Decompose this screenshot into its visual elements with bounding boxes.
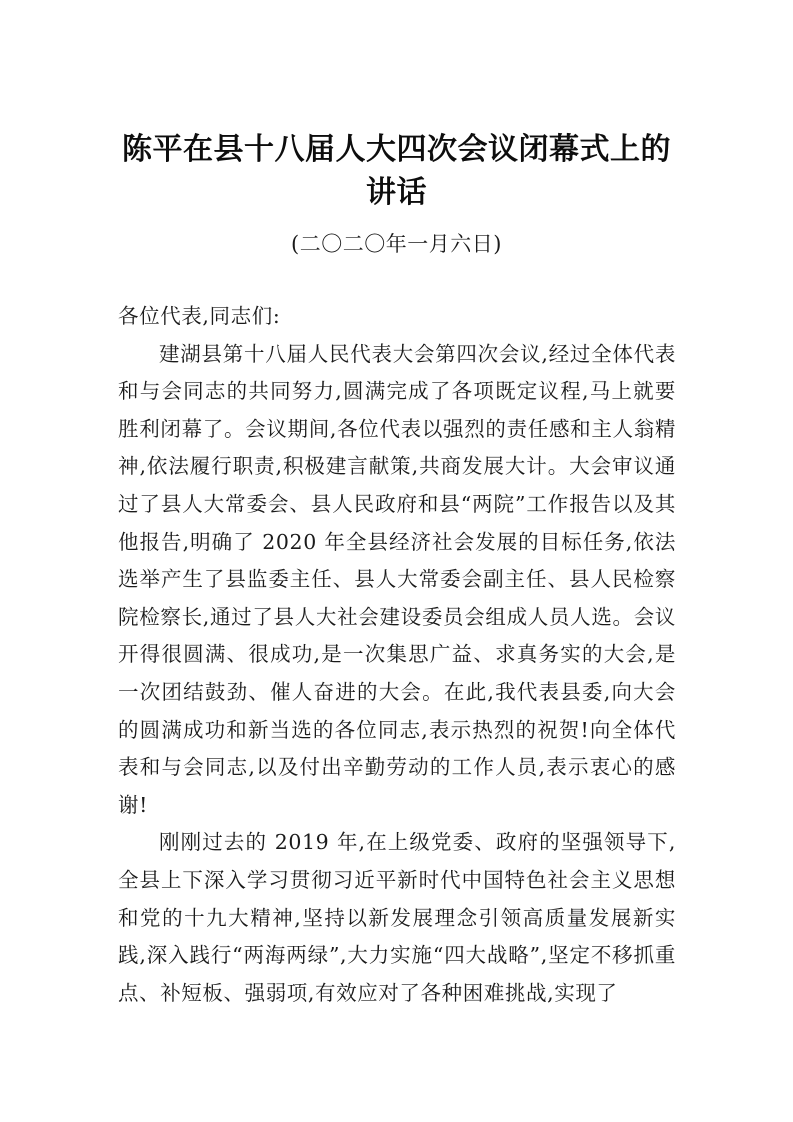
document-body xyxy=(118,298,676,1012)
page-title-line-1: 陈平在县十八届人大四次会议闭幕式上的 xyxy=(122,133,671,166)
page-title-line-2: 讲话 xyxy=(366,176,427,209)
salutation: 各位代表,同志们: xyxy=(118,304,281,328)
document-date: (二〇二〇年一月六日) xyxy=(291,232,502,256)
body-paragraph-2: 刚刚过去的 2019 年,在上级党委、政府的坚强领导下,全县上下深入学习贯彻习近平新时代中国特色社会主义思想和党的十九大精神,坚持以新发展理念引领高质量发展新实践,深入践行“两海两绿”,大力实施“四大战略”,坚定不移抓重点、补短板、强弱项,有效应对了各种困难挑战,实现了 xyxy=(118,830,676,1005)
title-block xyxy=(118,128,675,260)
page-title xyxy=(118,128,675,214)
body-paragraph-1: 建湖县第十八届人民代表大会第四次会议,经过全体代表和与会同志的共同努力,圆满完成了各项既定议程,马上就要胜利闭幕了。会议期间,各位代表以强烈的责任感和主人翁精神,依法履行职责,积极建言献策,共商发展大计。大会审议通过了县人大常委会、县人民政府和县“两院”工作报告以及其他报告,明确了 2020 年全县经济社会发展的目标任务,依法选举产生了县监委主任、县人大常委会副主任、县人民检察院检察长,通过了县人大社会建设委员会组成人员人选。会议开得很圆满、很成功,是一次集思广益、求真务实的大会,是一次团结鼓劲、催人奋进的大会。在此,我代表县委,向大会的圆满成功和新当选的各位同志,表示热烈的祝贺!向全体代表和与会同志,以及付出辛勤劳动的工作人员,表示衷心的感谢! xyxy=(118,341,676,817)
